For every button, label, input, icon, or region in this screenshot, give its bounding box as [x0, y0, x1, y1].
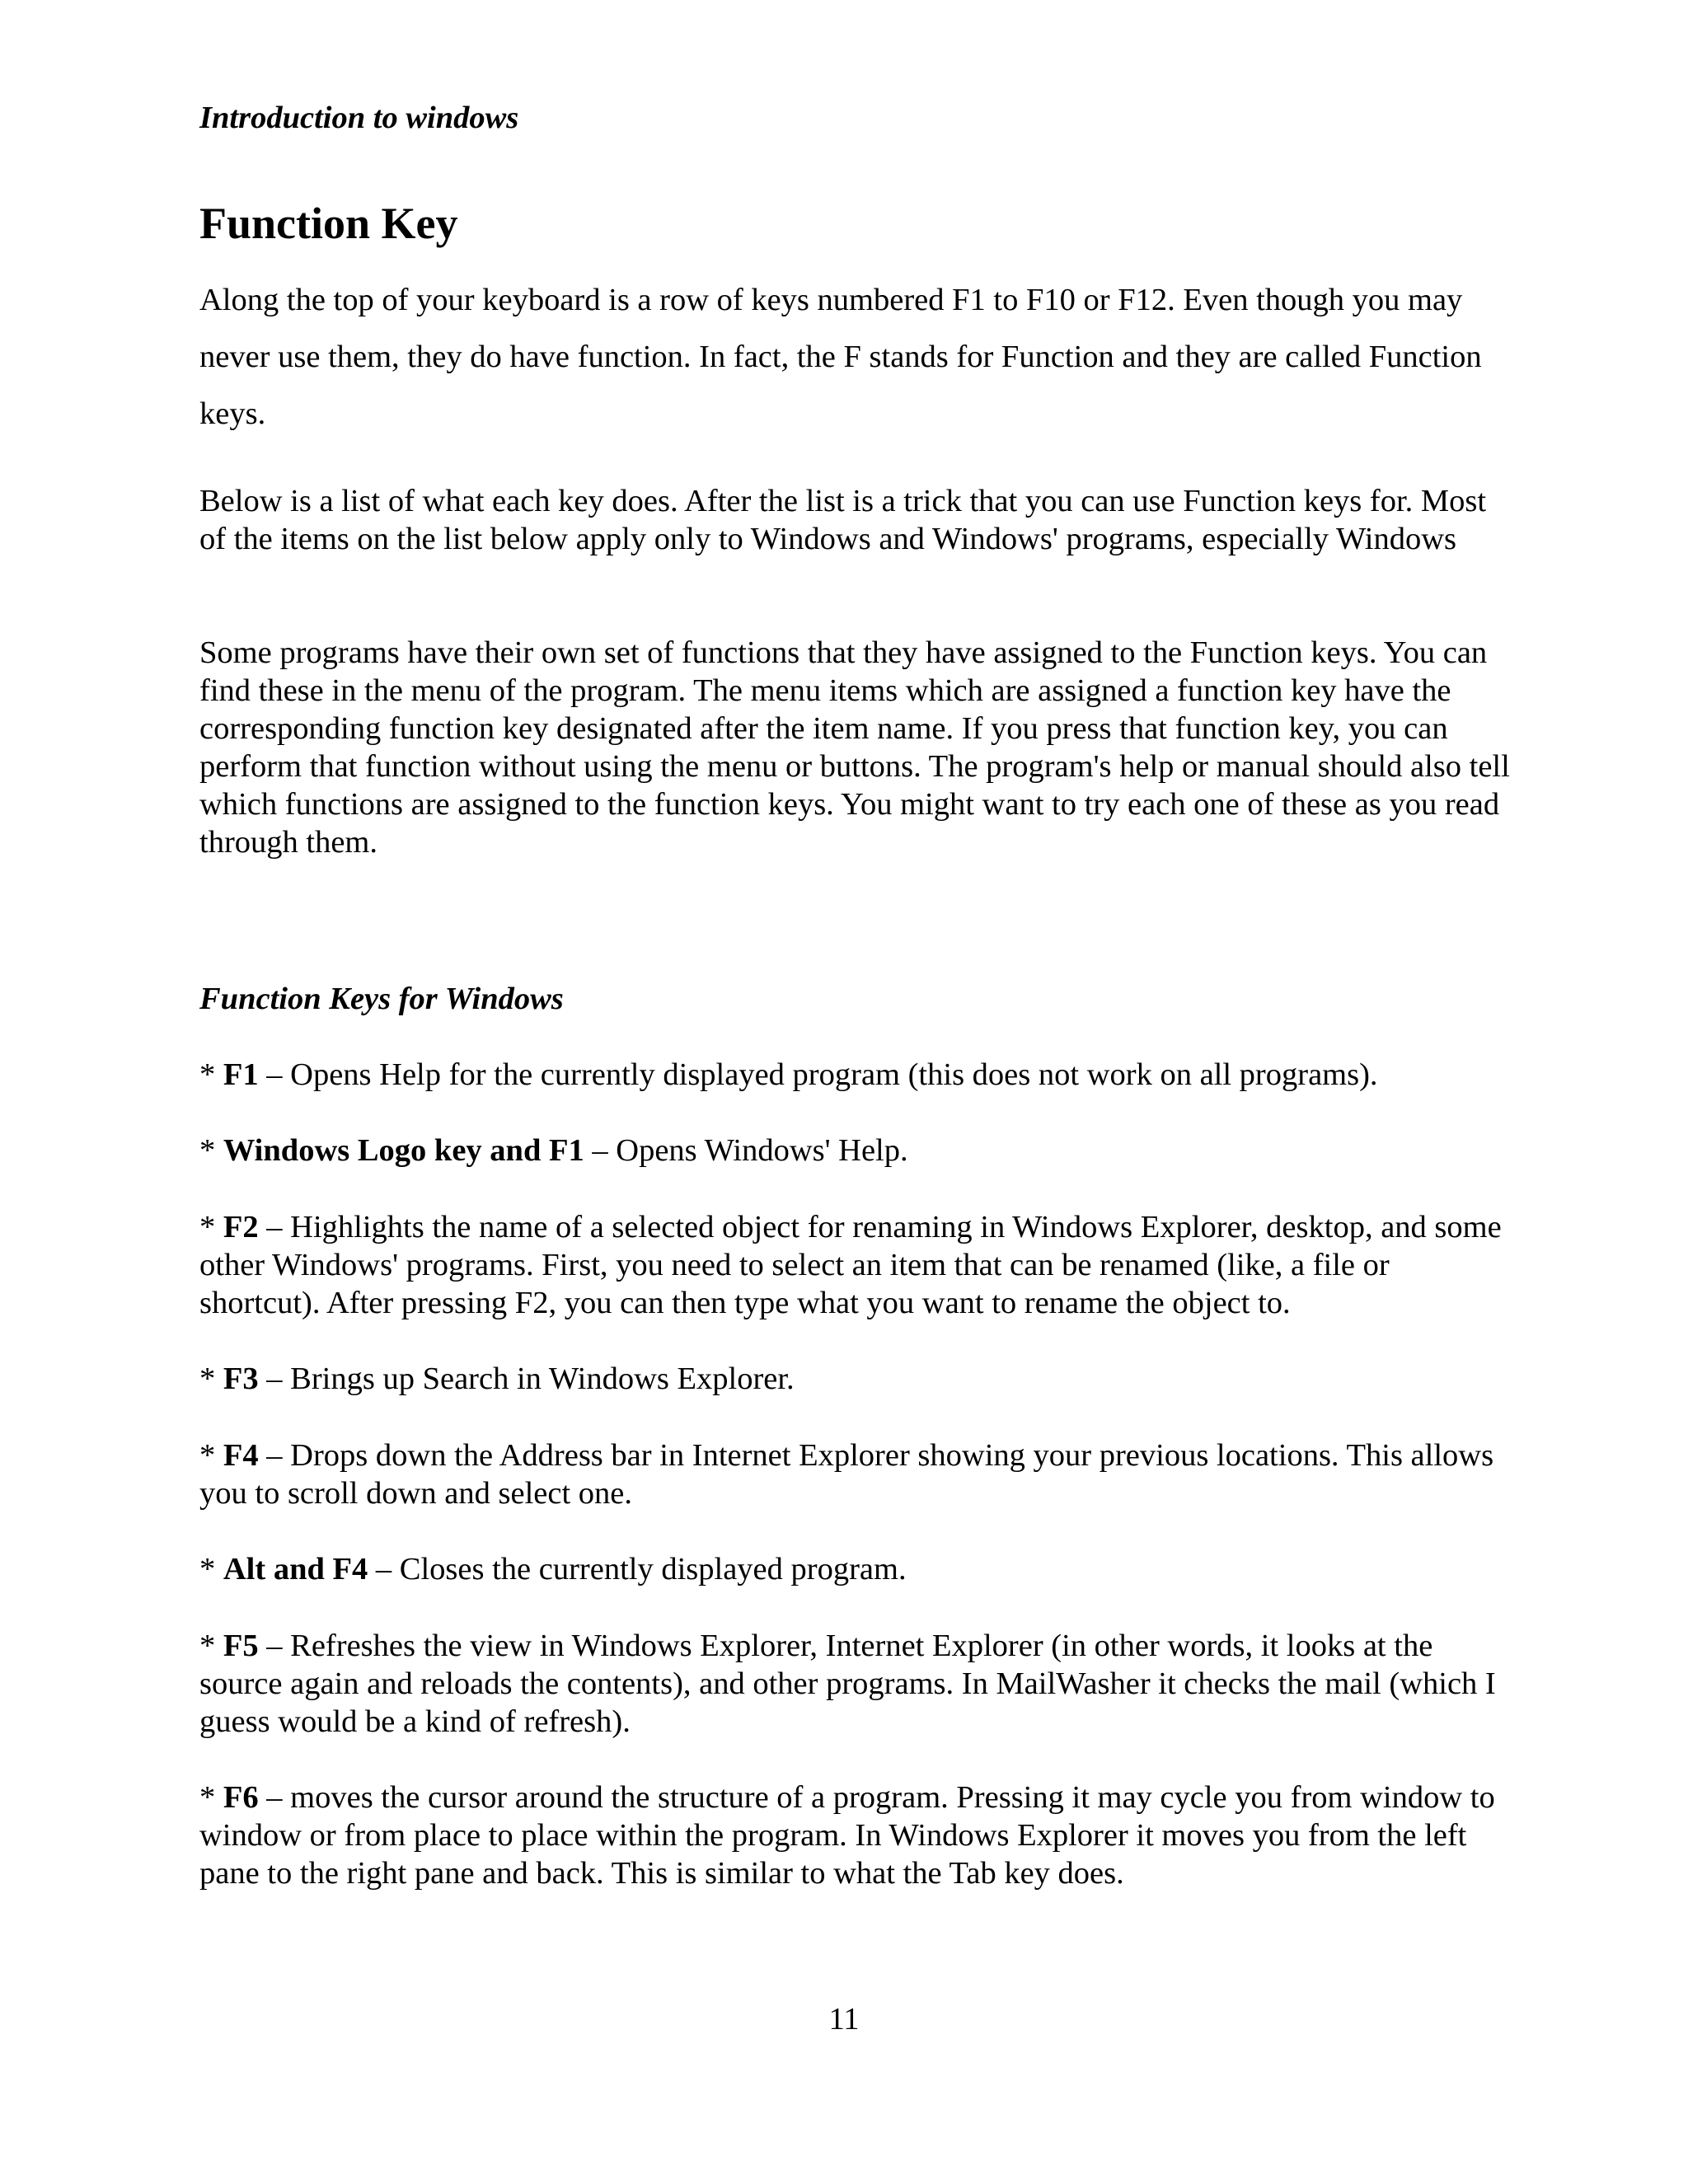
bullet: * [199, 1057, 223, 1092]
key-item-f1 [199, 1056, 1510, 1094]
key-description: – Opens Help for the currently displayed program (this does not work on all programs). [258, 1057, 1378, 1092]
key-description: – moves the cursor around the structure of a program. Pressing it may cycle you from window to window or from place to place within the program. In Windows Explorer it moves you from the left pane to the right pane and back. This is similar to what the Tab key does. [199, 1780, 1495, 1891]
key-item-f6 [199, 1779, 1510, 1892]
bullet: * [199, 1780, 223, 1815]
key-description: – Highlights the name of a selected object for renaming in Windows Explorer, desktop, and some other Windows' programs. First, you need to select an item that can be renamed (like, a file or shortcut). After pressing F2, you can then type what you want to rename the object to. [199, 1210, 1502, 1320]
key-name: F3 [223, 1361, 259, 1396]
key-description: – Closes the currently displayed program. [368, 1552, 907, 1586]
bullet: * [199, 1438, 223, 1473]
key-item-windows-logo-f1 [199, 1132, 1510, 1169]
key-name: F1 [223, 1057, 259, 1092]
key-item-f2 [199, 1208, 1510, 1322]
key-description: – Opens Windows' Help. [584, 1133, 908, 1168]
intro-paragraph: Along the top of your keyboard is a row of keys numbered F1 to F10 or F12. Even though you may never use them, they do have function. In fact, the F stands for Function and they are called Function keys. [199, 283, 1482, 431]
key-name: F5 [223, 1629, 259, 1663]
bullet: * [199, 1210, 223, 1244]
key-description: – Refreshes the view in Windows Explorer, Internet Explorer (in other words, it looks at the source again and reloads the contents), and other programs. In MailWasher it checks the mail (which I guess would be a kind of refresh). [199, 1629, 1496, 1739]
key-description: – Drops down the Address bar in Internet Explorer showing your previous locations. This allows you to scroll down and select one. [199, 1438, 1494, 1511]
key-name: Windows Logo key and F1 [223, 1133, 584, 1168]
running-header: Introduction to windows [199, 101, 519, 135]
bullet: * [199, 1361, 223, 1396]
bullet: * [199, 1552, 223, 1586]
key-item-f5 [199, 1627, 1510, 1741]
key-item-f3 [199, 1360, 1510, 1398]
section-heading: Function Keys for Windows [199, 982, 564, 1016]
bullet: * [199, 1133, 223, 1168]
key-name: F4 [223, 1438, 259, 1473]
page-title: Function Key [199, 199, 458, 248]
body-paragraph: Some programs have their own set of functions that they have assigned to the Function keys. You can find these in the menu of the program. The menu items which are assigned a function key have the corresponding function key designated after the item name. If you press that function key, you can perform that function without using the menu or buttons. The program's help or manual should also tell which functions are assigned to the function keys. You might want to try each one of these as you read through them. [199, 635, 1510, 860]
key-item-alt-f4 [199, 1550, 1510, 1588]
key-name: F2 [223, 1210, 259, 1244]
bullet: * [199, 1629, 223, 1663]
key-name: F6 [223, 1780, 259, 1815]
key-name: Alt and F4 [223, 1552, 368, 1586]
key-item-f4 [199, 1436, 1510, 1512]
body-paragraph: Below is a list of what each key does. After the list is a trick that you can use Function keys for. Most of the items on the list below apply only to Windows and Windows' programs, especially Windows [199, 484, 1487, 556]
page-number: 11 [828, 2002, 860, 2036]
key-description: – Brings up Search in Windows Explorer. [258, 1361, 795, 1396]
